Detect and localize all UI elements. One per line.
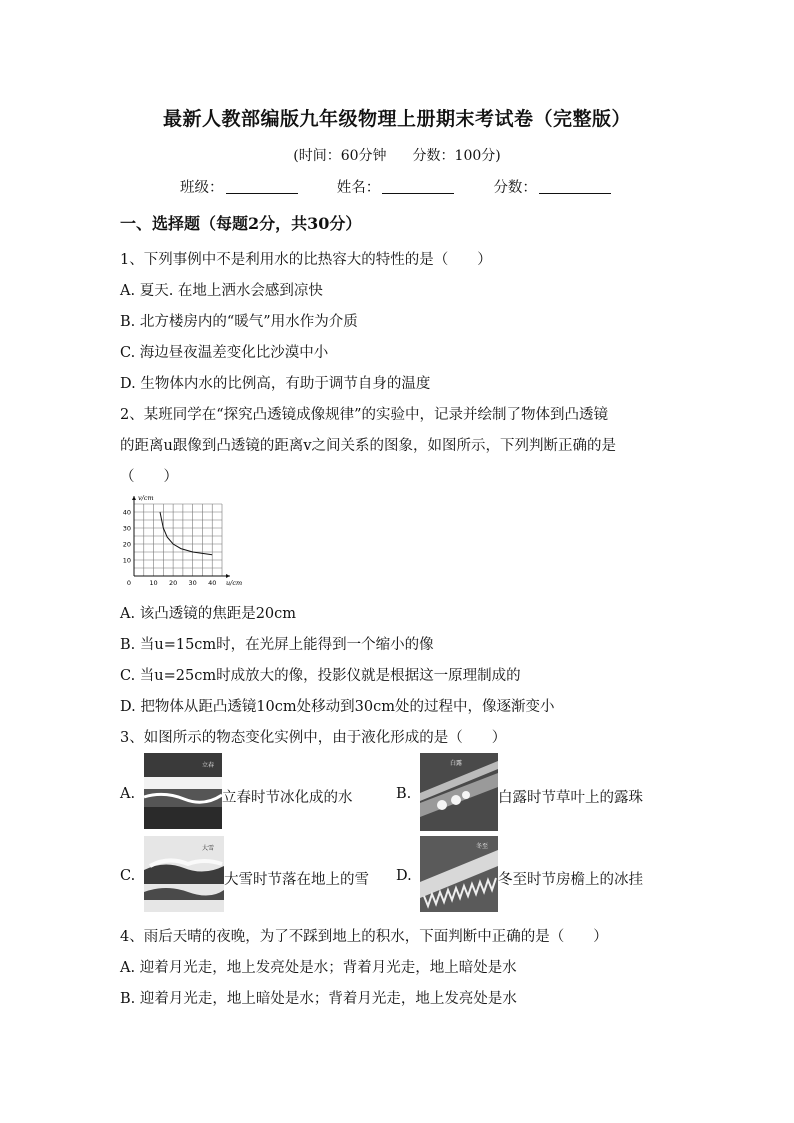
q3-stem: 3、如图所示的物态变化实例中，由于液化形成的是（ ） — [120, 730, 507, 746]
q3-option-c-letter: C. — [120, 868, 136, 884]
q3-option-d-letter: D. — [396, 868, 412, 884]
x-tick-label: 40 — [208, 579, 217, 587]
class-field[interactable] — [226, 179, 298, 194]
time-limit: (时间：60分钟 — [293, 148, 387, 164]
total-score: 分数：100分) — [412, 148, 501, 164]
svg-text:白露: 白露 — [450, 760, 463, 767]
q2-stem-line3: （ ） — [120, 469, 178, 485]
x-tick-label: 10 — [149, 579, 158, 587]
q1-option-d: D. 生物体内水的比例高，有助于调节自身的温度 — [120, 376, 431, 392]
svg-text:冬至: 冬至 — [476, 843, 489, 850]
x-tick-label: 30 — [188, 579, 197, 587]
uv-graph — [116, 492, 243, 592]
x-tick-label: 20 — [168, 579, 178, 587]
q3-option-d-caption: 冬至时节房檐上的冰挂 — [498, 872, 643, 888]
exam-meta — [0, 145, 794, 165]
y-tick-label: 40 — [122, 508, 131, 517]
name-field[interactable] — [382, 179, 454, 194]
uv-curve — [160, 512, 212, 555]
score-field[interactable] — [539, 179, 611, 194]
q2-option-a: A. 该凸透镜的焦距是20cm — [120, 606, 297, 622]
x-axis-label: u/cm — [226, 579, 243, 587]
q1-stem: 1、下列事例中不是利用水的比热容大的特性的是（ ） — [120, 252, 492, 268]
svg-text:大雪: 大雪 — [202, 845, 215, 852]
q2-option-d: D. 把物体从距凸透镜10cm处移动到30cm处的过程中，像逐渐变小 — [120, 699, 555, 715]
q4-option-a: A. 迎着月光走，地上发亮处是水；背着月光走，地上暗处是水 — [120, 960, 517, 976]
name-label: 姓名： — [336, 180, 381, 196]
q3-option-b-letter: B. — [396, 786, 412, 802]
q1-option-a: A. 夏天. 在地上洒水会感到凉快 — [120, 283, 323, 299]
snow-on-ground-photo — [144, 836, 224, 912]
y-tick-label: 10 — [122, 556, 131, 565]
page-title: 最新人教部编版九年级物理上册期末考试卷（完整版） — [162, 108, 631, 130]
q2-option-b: B. 当u=15cm时，在光屏上能得到一个缩小的像 — [120, 637, 434, 653]
dew-on-grass-photo — [420, 753, 498, 831]
y-axis-arrow — [132, 496, 136, 500]
icicles-photo — [420, 836, 498, 912]
score-label: 分数： — [493, 180, 537, 196]
section-heading: 一、选择题（每题2分，共30分） — [120, 214, 362, 233]
class-label: 班级： — [180, 180, 224, 196]
q1-option-b: B. 北方楼房内的“暖气”用水作为介质 — [120, 314, 358, 330]
q3-option-b-caption: 白露时节草叶上的露珠 — [498, 790, 643, 806]
origin-label: 0 — [126, 579, 131, 587]
q1-option-c: C. 海边昼夜温差变化比沙漠中小 — [120, 345, 329, 361]
q2-stem-line1: 2、某班同学在“探究凸透镜成像规律”的实验中，记录并绘制了物体到凸透镜 — [120, 407, 609, 423]
ice-melting-photo — [144, 753, 222, 829]
q2-stem-line2: 的距离u跟像到凸透镜的距离v之间关系的图象，如图所示，下列判断正确的是 — [120, 438, 617, 454]
x-axis-arrow — [226, 574, 230, 578]
q4-option-b: B. 迎着月光走，地上暗处是水；背着月光走，地上发亮处是水 — [120, 991, 517, 1007]
q3-option-c-caption: 大雪时节落在地上的雪 — [224, 872, 369, 888]
svg-text:立春: 立春 — [202, 762, 215, 769]
y-axis-label: v/cm — [138, 494, 154, 502]
q2-option-c: C. 当u=25cm时成放大的像，投影仪就是根据这一原理制成的 — [120, 668, 521, 684]
y-tick-label: 20 — [122, 540, 131, 549]
q3-option-a-letter: A. — [120, 786, 136, 802]
q3-option-a-caption: 立春时节冰化成的水 — [222, 790, 353, 806]
q4-stem: 4、雨后天晴的夜晚，为了不踩到地上的积水，下面判断中正确的是（ ） — [120, 929, 608, 945]
y-tick-label: 30 — [122, 524, 131, 533]
student-info-row — [180, 176, 611, 197]
